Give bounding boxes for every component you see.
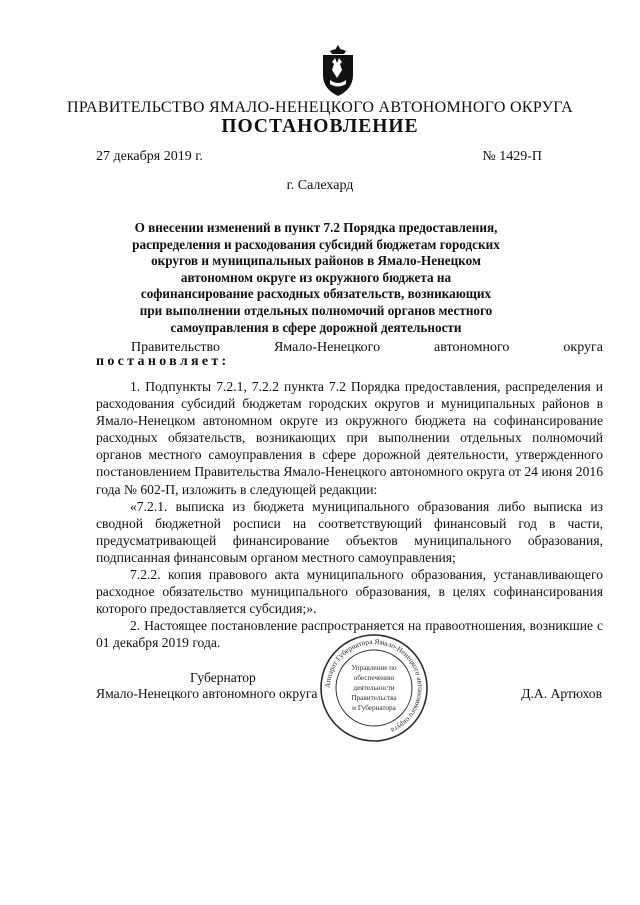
signature-title: Губернатор: [190, 670, 256, 685]
signature-organization: Ямало-Ненецкого автономного округа: [96, 686, 318, 701]
government-name: ПРАВИТЕЛЬСТВО ЯМАЛО-НЕНЕЦКОГО АВТОНОМНОГО ОКРУГА: [67, 99, 573, 116]
document-number: № 1429-П: [482, 149, 542, 164]
paragraph: 7.2.2. копия правового акта муниципального образования, устанавливающего расходное обязательство муниципального образования, в целях софинансирования которого предоставляется субсидия;».: [96, 567, 603, 617]
document-title: О внесении изменений в пункт 7.2 Порядка предоставления, распределения и расходования субсидий бюджетам городских округов и муниципальных районов в Ямало-Ненецком автономном округе из окружного бюджета на софинансирование расходных обязательств, возникающих при выполнении отдельных полномочий органов местного самоуправления в сфере дорожной деятельности: [132, 220, 500, 335]
stamp-ring-text: Аппарат Губернатора Ямало-Ненецкого автономного округа: [322, 636, 426, 736]
document-body: [96, 378, 603, 652]
coat-of-arms-icon: [318, 42, 358, 98]
stamp-line: обеспечению: [353, 674, 395, 682]
stamp-line: Управление по: [351, 664, 397, 672]
preamble-word: Ямало-Ненецкого: [273, 340, 381, 355]
city: г. Салехард: [286, 178, 354, 193]
document-type: ПОСТАНОВЛЕНИЕ: [221, 116, 419, 137]
preamble-word: автономного: [434, 340, 510, 355]
decree-word: постановляет:: [96, 354, 230, 369]
official-stamp: [318, 632, 430, 744]
stamp-line: деятельности: [353, 684, 395, 692]
preamble-word: округа: [563, 340, 603, 355]
stamp-line: Правительства: [351, 694, 397, 702]
document-date: 27 декабря 2019 г.: [96, 149, 203, 164]
paragraph: 2. Настоящее постановление распространяется на правоотношения, возникшие с 01 декабря 2019 года.: [96, 618, 603, 651]
paragraph: 1. Подпункты 7.2.1, 7.2.2 пункта 7.2 Порядка предоставления, распределения и расходования субсидий бюджетам городских округов и муниципальных районов в Ямало-Ненецком автономном округе из окружного бюджета на софинансирование расходных обязательств, возникающих при выполнении отдельных полномочий органов местного самоуправления в сфере дорожной деятельности, утвержденного постановлением Правительства Ямало-Ненецкого автономного округа от 24 июня 2016 года № 602-П, изложить в следующей редакции:: [96, 379, 603, 497]
signature-name: Д.А. Артюхов: [521, 686, 602, 701]
paragraph: «7.2.1. выписка из бюджета муниципального образования либо выписка из сводной бюджетной росписи на соответствующий финансовый год в части, предусматривающей финансирование объектов муниципального образования, подписанная финансовым органом местного самоуправления;: [96, 498, 603, 565]
stamp-line: и Губернатора: [352, 704, 396, 712]
preamble-word: Правительство: [131, 340, 220, 355]
